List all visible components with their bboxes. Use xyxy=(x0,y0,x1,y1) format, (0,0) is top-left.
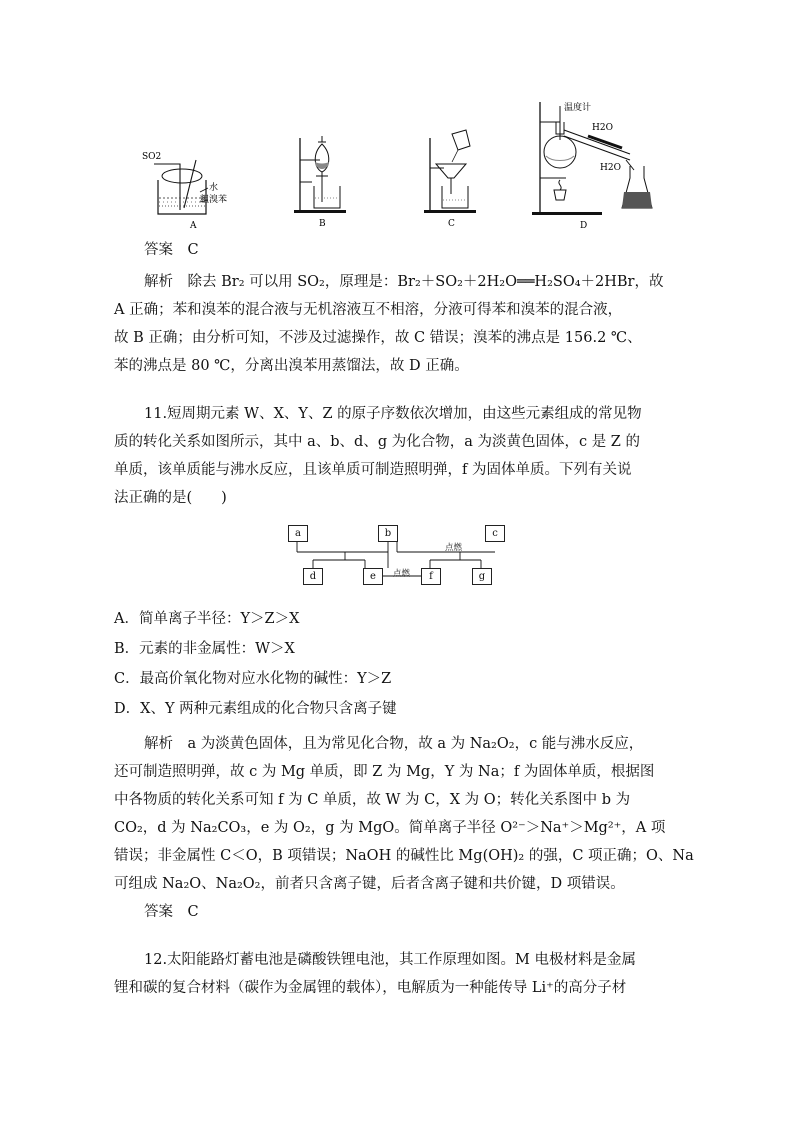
stem-line: 法正确的是( ) xyxy=(114,490,227,506)
apparatus-b-figure xyxy=(292,128,362,230)
box-d: d xyxy=(303,568,323,585)
q11-options xyxy=(114,604,679,724)
apparatus-d-figure xyxy=(530,100,670,230)
answer-value: C xyxy=(187,904,199,920)
apparatus-a-figure xyxy=(140,142,230,230)
box-a: a xyxy=(288,525,308,542)
option-d: D．X、Y 两种元素组成的化合物只含离子键 xyxy=(114,701,397,717)
crude-label: 粗溴苯 xyxy=(200,195,228,205)
label-c: C xyxy=(448,219,455,229)
stem-line: 单质，该单质能与沸水反应，且该单质可制造照明弹，f 为固体单质。下列有关说 xyxy=(114,462,632,478)
analysis-line: CO₂，d 为 Na₂CO₃，e 为 O₂，g 为 MgO。简单离子半径 O²⁻＞Na⁺＞Mg²⁺，A 项 xyxy=(114,820,666,836)
analysis-line: 错误；非金属性 C＜O，B 项错误；NaOH 的碱性比 Mg(OH)₂ 的强，C 项正确；O、Na xyxy=(114,848,694,864)
box-f: f xyxy=(421,568,441,585)
box-c: c xyxy=(485,525,505,542)
so2-label: SO2 xyxy=(142,152,162,162)
q10-analysis xyxy=(114,268,679,380)
label-a: A xyxy=(190,221,197,230)
q12-stem xyxy=(114,946,679,1002)
analysis-line: a 为淡黄色固体，且为常见化合物，故 a 为 Na₂O₂，c 能与沸水反应， xyxy=(187,736,644,752)
label-b: B xyxy=(319,219,326,229)
q11-answer xyxy=(114,898,679,926)
stem-line: 锂和碳的复合材料（碳作为金属锂的载体），电解质为一种能传导 Li⁺的高分子材 xyxy=(114,980,627,996)
h2o-bottom-label: H2O xyxy=(600,163,621,173)
box-g: g xyxy=(472,568,492,585)
analysis-line: A 正确；苯和溴苯的混合液与无机溶液互不相溶，分液可得苯和溴苯的混合液， xyxy=(114,302,623,318)
stem-line: 11.短周期元素 W、X、Y、Z 的原子序数依次增加，由这些元素组成的常见物 xyxy=(144,406,642,422)
analysis-label: 解析 xyxy=(144,736,173,752)
option-b: B．元素的非金属性：W＞X xyxy=(114,641,295,657)
analysis-line: 可组成 Na₂O、Na₂O₂，前者只含离子键，后者含离子键和共价键，D 项错误。 xyxy=(114,876,625,892)
q10-answer xyxy=(114,236,679,264)
q11-analysis xyxy=(114,730,694,926)
box-e: e xyxy=(363,568,383,585)
stem-line: 12.太阳能路灯蓄电池是磷酸铁锂电池，其工作原理如图。M 电极材料是金属 xyxy=(144,952,637,968)
ignite-label-mid: 点燃 xyxy=(393,569,411,579)
analysis-label: 解析 xyxy=(144,274,173,290)
apparatus-c-figure xyxy=(422,128,492,230)
analysis-line: 苯的沸点是 80 ℃，分离出溴苯用蒸馏法，故 D 正确。 xyxy=(114,358,469,374)
q11-stem xyxy=(114,400,679,512)
analysis-line: 还可制造照明弹，故 c 为 Mg 单质，即 Z 为 Mg，Y 为 Na；f 为固体单质，根据图 xyxy=(114,764,655,780)
answer-label: 答案 xyxy=(144,904,173,920)
answer-label: 答案 xyxy=(144,242,173,258)
h2o-top-label: H2O xyxy=(592,123,613,133)
water-label: 水 xyxy=(209,183,219,193)
analysis-line: 中各物质的转化关系可知 f 为 C 单质，故 W 为 C，X 为 O；转化关系图中 b 为 xyxy=(114,792,631,808)
thermometer-label: 温度计 xyxy=(564,103,592,113)
conversion-diagram xyxy=(285,522,498,597)
option-c: C．最高价氧化物对应水化物的碱性：Y＞Z xyxy=(114,671,392,687)
label-d: D xyxy=(580,221,588,230)
answer-value: C xyxy=(187,242,199,258)
box-b: b xyxy=(378,525,398,542)
analysis-line: 除去 Br₂ 可以用 SO₂，原理是：Br₂＋SO₂＋2H₂O══H₂SO₄＋2HBr，故 xyxy=(187,274,664,290)
analysis-line: 故 B 正确；由分析可知，不涉及过滤操作，故 C 错误；溴苯的沸点是 156.2 ℃、 xyxy=(114,330,642,346)
ignite-label-top: 点燃 xyxy=(445,543,463,553)
option-a: A．简单离子半径：Y＞Z＞X xyxy=(114,611,300,627)
apparatus-figure xyxy=(130,100,670,230)
stem-line: 质的转化关系如图所示，其中 a、b、d、g 为化合物，a 为淡黄色固体，c 是 Z 的 xyxy=(114,434,640,450)
